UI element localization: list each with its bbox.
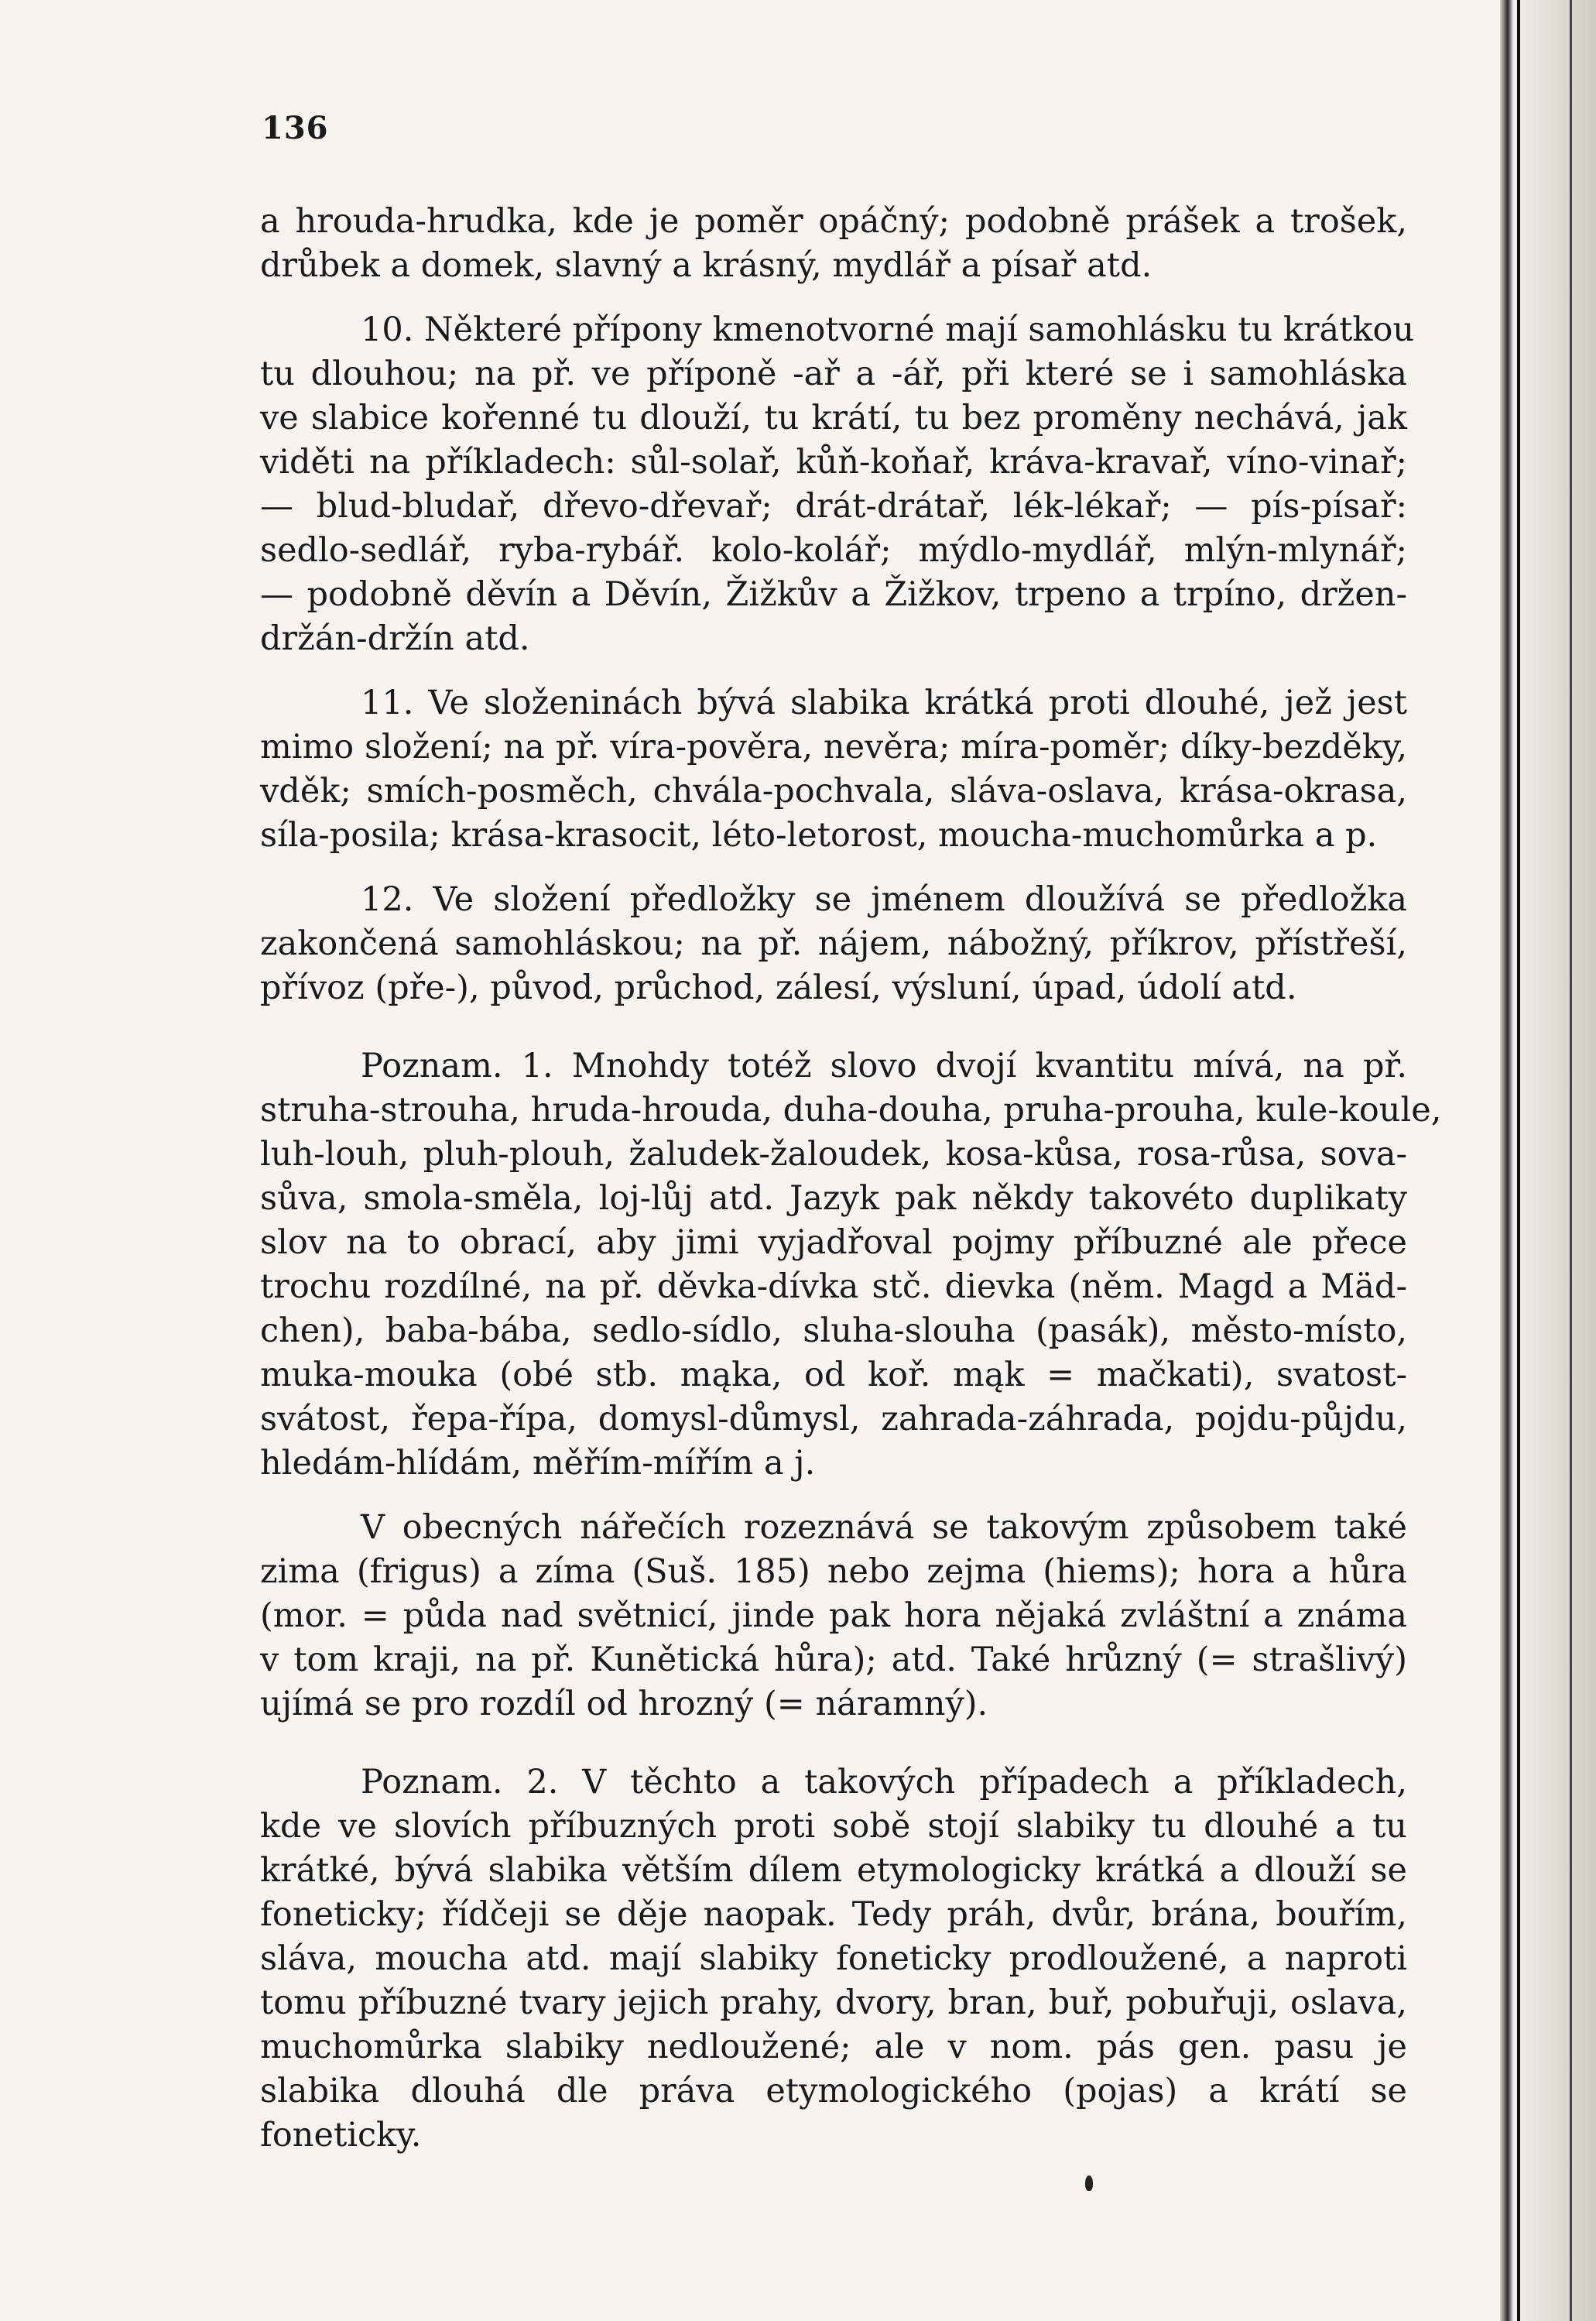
text-line: síla-posila; krása-krasocit, léto-letorost, moucha-muchomůrka a p.: [260, 816, 1378, 855]
text-line: a hrouda-hrudka, kde je poměr opáčný; podobně prášek a trošek,: [260, 202, 1407, 241]
text-line: držán-držín atd.: [260, 619, 530, 658]
text-line: sedlo-sedlář, ryba-rybář. kolo-kolář; mýdlo-mydlář, mlýn-mlynář;: [260, 531, 1407, 570]
text-line: muka-mouka (obé stb. mąka, od koř. mąk = mačkati), svatost-: [260, 1356, 1407, 1394]
text-line: mimo složení; na př. víra-pověra, nevěra; míra-poměr; díky-bezděky,: [260, 728, 1407, 766]
text-line: krátké, bývá slabika větším dílem etymologicky krátká a dlouží se: [260, 1851, 1407, 1890]
page-edge: [1500, 0, 1596, 2321]
text-line: zima (frigus) a zíma (Suš. 185) nebo zejma (hiems); hora a hůra: [260, 1552, 1407, 1591]
text-line: hledám-hlídám, měřím-mířím a j.: [260, 1444, 816, 1483]
text-line: slabika dlouhá dle práva etymologického (pojas) a krátí se: [260, 2072, 1407, 2110]
binding-line: [1570, 0, 1572, 2321]
text-line: slov na to obrací, aby jimi vyjadřoval pojmy příbuzné ale přece: [260, 1223, 1407, 1262]
text-line: drůbek a domek, slavný a krásný, mydlář a písař atd.: [260, 246, 1152, 285]
text-line: struha-strouha, hruda-hrouda, duha-douha, pruha-prouha, kule-koule,: [260, 1091, 1442, 1130]
binding-line: [1517, 0, 1520, 2321]
text-line: muchomůrka slabiky nedloužené; ale v nom. pás gen. pasu je: [260, 2028, 1407, 2066]
text-line: (mor. = půda nad světnicí, jinde pak hora nějaká zvláštní a známa: [260, 1596, 1407, 1635]
text-line: luh-louh, pluh-plouh, žaludek-žaloudek, kosa-kůsa, rosa-růsa, sova-: [260, 1135, 1407, 1174]
text-line: svátost, řepa-řípa, domysl-důmysl, zahrada-záhrada, pojdu-půjdu,: [260, 1400, 1407, 1438]
text-line: trochu rozdílné, na př. děvka-dívka stč. dievka (něm. Magd a Mäd-: [260, 1267, 1407, 1306]
text-line: ve slabice kořenné tu dlouží, tu krátí, tu bez proměny nechává, jak: [260, 399, 1407, 437]
text-line: vděk; smích-posměch, chvála-pochvala, sláva-oslava, krása-okrasa,: [260, 772, 1407, 811]
text-line: tomu příbuzné tvary jejich prahy, dvory, bran, buř, pobuřuji, oslava,: [260, 1983, 1407, 2022]
text-line: 11. Ve složeninách bývá slabika krátká proti dlouhé, jež jest: [361, 684, 1407, 722]
text-line: — podobně děvín a Děvín, Žižkův a Žižkov, trpeno a trpíno, držen-: [260, 575, 1407, 614]
text-line: 12. Ve složení předložky se jménem dloužívá se předložka: [361, 880, 1407, 919]
text-line: 10. Některé přípony kmenotvorné mají samohlásku tu krátkou: [361, 310, 1415, 349]
ink-mark: [1085, 2175, 1093, 2191]
text-line: ujímá se pro rozdíl od hrozný (= náramný).: [260, 1685, 988, 1723]
text-line: tu dlouhou; na př. ve příponě -ař a -ář, při které se i samohláska: [260, 355, 1407, 393]
text-line: viděti na příkladech: sůl-solař, kůň-koňař, kráva-kravař, víno-vinař;: [260, 443, 1407, 482]
text-line: foneticky; řídčeji se děje naopak. Tedy práh, dvůr, brána, bouřím,: [260, 1895, 1407, 1934]
text-line: Poznam. 2. V těchto a takových případech a příkladech,: [361, 1763, 1407, 1802]
text-line: přívoz (pře-), původ, průchod, zálesí, výsluní, úpad, údolí atd.: [260, 969, 1297, 1007]
text-line: V obecných nářečích rozeznává se takovým způsobem také: [361, 1508, 1407, 1547]
text-line: zakončená samohláskou; na př. nájem, nábožný, příkrov, přístřeší,: [260, 924, 1407, 963]
text-line: kde ve slovích příbuzných proti sobě stojí slabiky tu dlouhé a tu: [260, 1807, 1407, 1846]
text-line: chen), baba-bába, sedlo-sídlo, sluha-slouha (pasák), město-místo,: [260, 1311, 1407, 1350]
text-line: foneticky.: [260, 2116, 422, 2155]
text-line: Poznam. 1. Mnohdy totéž slovo dvojí kvantitu mívá, na př.: [361, 1047, 1407, 1085]
text-line: v tom kraji, na př. Kunětická hůra); atd. Také hrůzný (= strašlivý): [260, 1640, 1407, 1679]
page-number: 136: [262, 110, 329, 146]
text-line: — blud-bludař, dřevo-dřevař; drát-drátař, lék-lékař; — pís-písař:: [260, 487, 1407, 526]
body-text: [260, 200, 1442, 2158]
text-line: sůva, smola-směla, loj-lůj atd. Jazyk pak někdy takovéto duplikaty: [260, 1179, 1407, 1218]
text-line: sláva, moucha atd. mají slabiky foneticky prodloužené, a naproti: [260, 1939, 1407, 1978]
